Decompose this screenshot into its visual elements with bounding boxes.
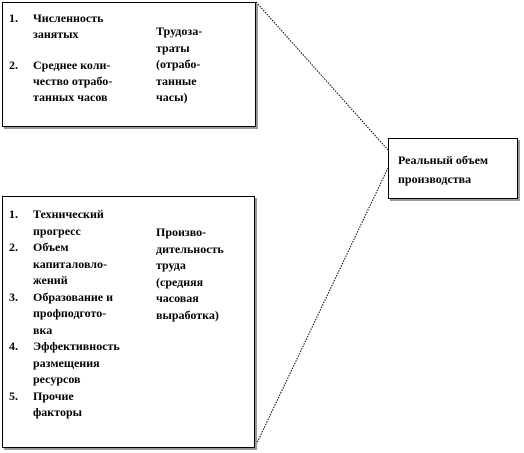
item-line: Технический [33, 207, 104, 221]
factor-item [5, 206, 153, 239]
factor-item [5, 239, 153, 289]
connector-top [256, 2, 388, 150]
factor-item [5, 10, 145, 42]
item-number: 1. [9, 11, 18, 25]
item-line: капиталовло- [33, 256, 108, 271]
labor-costs-label [156, 23, 246, 106]
label-line: часы) [156, 90, 188, 104]
productivity-label [156, 224, 252, 323]
item-line: факторы [33, 405, 82, 419]
label-line: труда [156, 258, 186, 272]
label-line: производства [398, 172, 472, 186]
productivity-factor-list [5, 206, 153, 421]
factor-item [5, 338, 153, 388]
factor-item [5, 289, 153, 339]
item-line: ресурсов [33, 372, 81, 386]
item-line: чество отрабо- [33, 74, 113, 88]
label-line: Трудоза- [156, 24, 203, 38]
real-output-label [398, 151, 522, 189]
item-number: 3. [9, 289, 18, 304]
item-line: Образование и [33, 289, 114, 304]
label-line: (средняя [156, 274, 204, 289]
item-number: 5. [9, 388, 18, 403]
connector-bottom [255, 168, 388, 447]
item-line: жений [33, 273, 68, 287]
label-line: Реальный объем [398, 153, 489, 167]
label-line: траты [156, 40, 190, 55]
labor-costs-factor-list [5, 10, 145, 105]
productivity-box [2, 196, 255, 448]
item-number: 4. [9, 339, 18, 353]
item-number: 2. [9, 58, 18, 72]
factor-item [5, 388, 153, 421]
real-output-box [388, 138, 518, 199]
item-line: занятых [33, 27, 79, 41]
label-line: танные [156, 73, 197, 88]
item-line: прогресс [33, 223, 81, 238]
item-line: Численность [33, 11, 104, 25]
item-line: танных часов [33, 90, 108, 104]
item-number: 1. [9, 207, 18, 221]
item-line: Объем [33, 240, 69, 254]
item-line: размещения [33, 355, 100, 370]
item-number: 2. [9, 240, 18, 254]
item-line: Прочие [33, 388, 74, 403]
label-line: выработка) [156, 307, 219, 322]
label-line: Произво- [156, 225, 207, 239]
label-line: дительность [156, 241, 224, 256]
item-line: Среднее коли- [33, 58, 111, 72]
item-line: вка [33, 322, 53, 337]
item-line: Эффективность [33, 339, 120, 353]
item-line: профподгото- [33, 306, 107, 320]
label-line: (отрабо- [156, 57, 201, 71]
label-line: часовая [156, 291, 199, 305]
labor-costs-box [2, 2, 256, 127]
factor-item [5, 57, 145, 105]
